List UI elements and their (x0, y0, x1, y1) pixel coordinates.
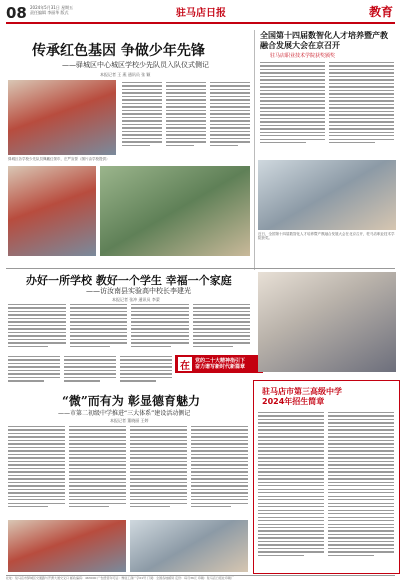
banner-line1: 党的二十大精神指引下 (195, 358, 246, 364)
page-footer: 社址：驻马店市驿城区交通路与开源大道交叉口 邮政编码：463000 广告经营许可证：豫驻工商广字01号 订阅：全国各地邮局 定价：每月36元 印刷：驻马店日报社印刷厂 (6, 575, 395, 581)
article4-body (8, 426, 248, 516)
article2-subtitle: 驻马店职业技术学院获奖颁奖 (270, 53, 336, 59)
issue-meta (30, 5, 110, 15)
article4-photo-2 (130, 520, 248, 572)
section-rule (6, 268, 395, 269)
article2-caption: 近日，全国第十四届数智化人才培养暨产教融合发展大会在北京召开，驻马店职业技术学院获奖。 (258, 232, 395, 240)
article1-subtitle: ——驿城区中心城区学校少先队员入队仪式侧记 (62, 61, 209, 69)
article4-photo-1 (8, 520, 126, 572)
article3-subtitle: ——访汝南县实验高中校长李建光 (86, 287, 191, 295)
newspaper-brand: 驻马店日报 (176, 8, 226, 19)
article1-photo-2 (8, 166, 96, 256)
banner-icon: 在 (178, 357, 192, 371)
article4-headline: “微”而有为 彰显德育魅力 (62, 394, 200, 408)
article1-headline: 传承红色基因 争做少年先锋 (32, 43, 205, 59)
theme-banner (175, 355, 263, 373)
notice-school: 驻马店市第三高级中学 (262, 387, 342, 396)
article2-headline: 全国第十四届数智化人才培养暨产教融合发展大会在京召开 (260, 30, 388, 50)
section-title: 教育 (368, 5, 393, 19)
article4-byline: 本报记者 董晓丽 王婷 (110, 418, 149, 423)
enrollment-notice-body (258, 412, 394, 568)
enrollment-notice-title (262, 387, 342, 407)
article1-body (122, 82, 250, 155)
article3-body-continued (8, 356, 172, 386)
article3-body (8, 304, 250, 354)
article3-headline: 办好一所学校 教好一个学生 幸福一个家庭 (26, 274, 232, 287)
column-divider (254, 30, 255, 270)
banner-line2: 奋力谱写新时代新篇章 (195, 364, 246, 370)
article2-body (260, 62, 394, 152)
article1-caption: 驿城区各学校少先队员佩戴红领巾，庄严宣誓（图片由学校提供） (8, 157, 110, 161)
article3-byline: 本报记者 张冲 通讯员 李蒙 (112, 297, 160, 302)
article4-subtitle: ——市第二初级中学推进“三大体系”建设活动侧记 (58, 410, 191, 417)
article2-photo (258, 160, 396, 230)
issue-editor: 责任编辑 李丽华 版式 (30, 10, 69, 15)
issue-date: 2024年5月31日 星期五 (30, 5, 74, 10)
notice-heading: 2024年招生简章 (262, 397, 325, 406)
article1-photo-3 (100, 166, 250, 256)
dance-photo (258, 272, 396, 372)
header-rule (6, 22, 395, 24)
article1-byline: 本报记者 王 燕 通讯员 张 颖 (100, 72, 151, 77)
page-number: 08 (6, 4, 27, 22)
article1-photo-main (8, 80, 116, 155)
banner-text (195, 358, 245, 370)
